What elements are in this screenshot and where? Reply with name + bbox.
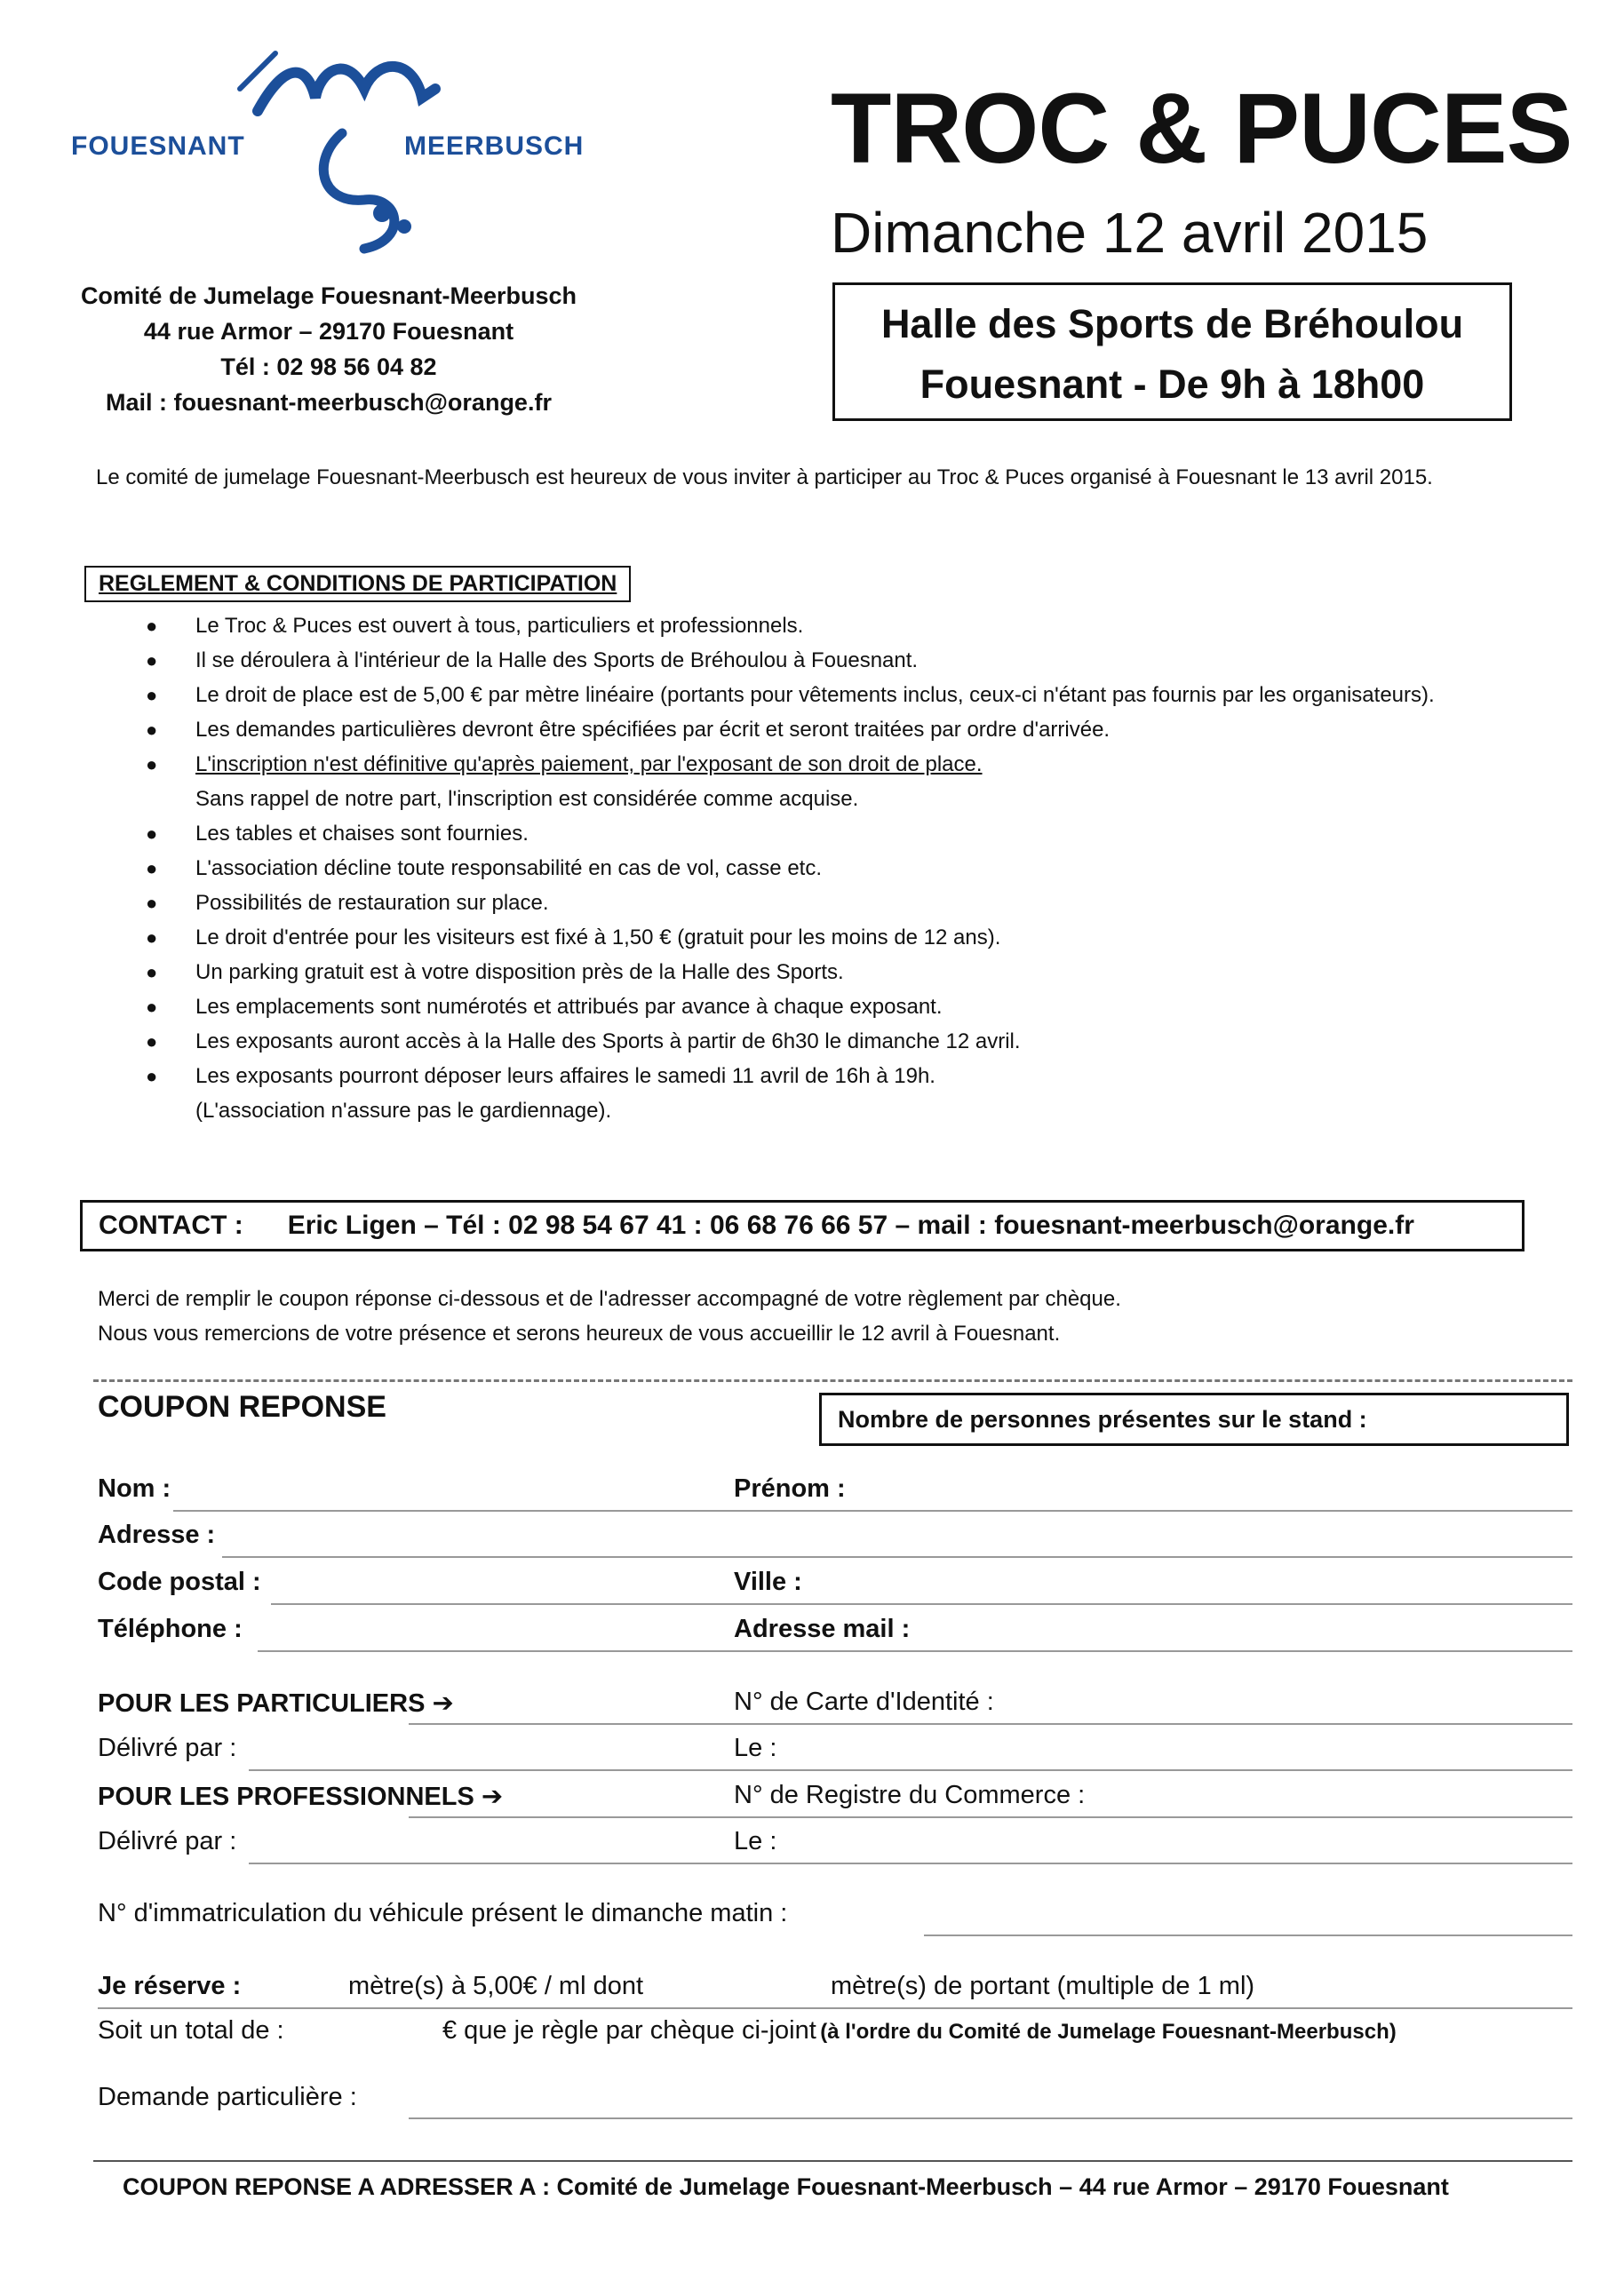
code-postal-field[interactable] bbox=[271, 1603, 1572, 1605]
delivre-par-2-label: Délivré par : bbox=[98, 1827, 237, 1855]
footer-divider bbox=[93, 2160, 1572, 2162]
coupon-title: COUPON REPONSE bbox=[98, 1390, 386, 1424]
le-1-label: Le : bbox=[734, 1734, 777, 1762]
adresse-field[interactable] bbox=[222, 1556, 1572, 1558]
page-title: TROC & PUCES bbox=[831, 73, 1572, 184]
reserve-field[interactable] bbox=[98, 2007, 1572, 2009]
merci-line-1: Merci de remplir le coupon réponse ci-dessous et de l'adresser accompagné de votre règlement par chèque. bbox=[98, 1287, 1121, 1311]
jumelage-logo bbox=[62, 36, 613, 258]
cut-line bbox=[93, 1379, 1572, 1382]
carte-identite-field[interactable] bbox=[409, 1723, 1572, 1725]
carte-identite-label: N° de Carte d'Identité : bbox=[734, 1688, 994, 1716]
list-item: ● Les exposants pourront déposer leurs affaires le samedi 11 avril de 16h à 19h. bbox=[146, 1064, 935, 1088]
demande-label: Demande particulière : bbox=[98, 2083, 357, 2111]
arrow-right-icon: ➔ bbox=[481, 1783, 504, 1811]
prenom-label: Prénom : bbox=[734, 1474, 846, 1503]
delivre-par-1-field[interactable] bbox=[249, 1769, 1572, 1771]
delivre-par-1-label: Délivré par : bbox=[98, 1734, 237, 1762]
registre-commerce-field[interactable] bbox=[409, 1816, 1572, 1818]
logo-text-right: MEERBUSCH bbox=[404, 131, 585, 161]
list-item: ● L'association décline toute responsabilité en cas de vol, casse etc. bbox=[146, 856, 822, 880]
list-item: ● Les exposants auront accès à la Halle des Sports à partir de 6h30 le dimanche 12 avril. bbox=[146, 1029, 1021, 1053]
org-phone: Tél : 02 98 56 04 82 bbox=[220, 354, 437, 380]
delivre-par-2-field[interactable] bbox=[249, 1863, 1572, 1864]
list-item: Sans rappel de notre part, l'inscription est considérée comme acquise. bbox=[195, 787, 859, 811]
venue-line-1: Halle des Sports de Bréhoulou bbox=[880, 301, 1464, 346]
list-item: ● L'inscription n'est définitive qu'après paiement, par l'exposant de son droit de place. bbox=[146, 752, 983, 776]
le-2-label: Le : bbox=[734, 1827, 777, 1855]
list-item: ● Il se déroulera à l'intérieur de la Halle des Sports de Bréhoulou à Fouesnant. bbox=[146, 648, 919, 672]
list-item: (L'association n'assure pas le gardiennage). bbox=[195, 1099, 612, 1123]
org-name: Comité de Jumelage Fouesnant-Meerbusch bbox=[80, 282, 577, 309]
nom-label: Nom : bbox=[98, 1474, 171, 1503]
list-item: ● Les emplacements sont numérotés et attribués par avance à chaque exposant. bbox=[146, 995, 943, 1019]
code-postal-label: Code postal : bbox=[98, 1568, 261, 1596]
telephone-field[interactable] bbox=[258, 1650, 1572, 1652]
total-label: Soit un total de : bbox=[98, 2016, 284, 2045]
merci-line-2: Nous vous remercions de votre présence et serons heureux de vous accueillir le 12 avril à Fouesnant. bbox=[98, 1322, 1061, 1346]
event-date: Dimanche 12 avril 2015 bbox=[831, 201, 1429, 265]
list-item: ● Le Troc & Puces est ouvert à tous, particuliers et professionnels. bbox=[146, 614, 804, 638]
contact-label: CONTACT : bbox=[99, 1211, 243, 1240]
list-item: ● Un parking gratuit est à votre disposition près de la Halle des Sports. bbox=[146, 960, 844, 984]
nom-field[interactable] bbox=[173, 1510, 1572, 1512]
org-address: 44 rue Armor – 29170 Fouesnant bbox=[143, 318, 514, 345]
persons-field[interactable]: Nombre de personnes présentes sur le stand : bbox=[819, 1393, 1569, 1446]
rules-heading: REGLEMENT & CONDITIONS DE PARTICIPATION bbox=[84, 566, 631, 602]
org-mail: Mail : fouesnant-meerbusch@orange.fr bbox=[106, 389, 552, 416]
rules-list bbox=[133, 608, 1510, 1128]
adresse-label: Adresse : bbox=[98, 1521, 216, 1549]
arrow-right-icon: ➔ bbox=[432, 1689, 454, 1718]
mail-label: Adresse mail : bbox=[734, 1615, 911, 1643]
reserve-label: Je réserve : bbox=[98, 1972, 242, 2000]
intro-text: Le comité de jumelage Fouesnant-Meerbusch est heureux de vous inviter à participer au Troc & Puces organisé à Fouesnant le 13 avril 2015. bbox=[96, 465, 1433, 489]
list-item: ● Le droit de place est de 5,00 € par mètre linéaire (portants pour vêtements inclus, ceux-ci n'étant pas fournis par les organisateurs). bbox=[146, 683, 1435, 707]
professionnels-label: POUR LES PROFESSIONNELS ➔ bbox=[98, 1783, 504, 1811]
reserve-metres-text: mètre(s) à 5,00€ / ml dont bbox=[348, 1972, 644, 2000]
logo-text-left: FOUESNANT bbox=[71, 131, 245, 161]
list-item: ● Le droit d'entrée pour les visiteurs est fixé à 1,50 € (gratuit pour les moins de 12 ans). bbox=[146, 926, 1001, 949]
list-item: ● Les tables et chaises sont fournies. bbox=[146, 822, 529, 846]
contact-details: Eric Ligen – Tél : 02 98 54 67 41 : 06 68 76 66 57 – mail : fouesnant-meerbusch@orange.fr bbox=[287, 1211, 1414, 1240]
footer-address: COUPON REPONSE A ADRESSER A : Comité de Jumelage Fouesnant-Meerbusch – 44 rue Armor – 29170 Fouesnant bbox=[123, 2173, 1449, 2200]
total-text: € que je règle par chèque ci-joint (à l'ordre du Comité de Jumelage Fouesnant-Meerbusch) bbox=[442, 2016, 1397, 2045]
immatriculation-field[interactable] bbox=[924, 1935, 1572, 1936]
registre-commerce-label: N° de Registre du Commerce : bbox=[734, 1781, 1086, 1809]
demande-field[interactable] bbox=[409, 2117, 1572, 2119]
ville-label: Ville : bbox=[734, 1568, 802, 1596]
telephone-label: Téléphone : bbox=[98, 1615, 243, 1643]
reserve-portant-text: mètre(s) de portant (multiple de 1 ml) bbox=[831, 1972, 1255, 2000]
list-item: ● Possibilités de restauration sur place. bbox=[146, 891, 549, 915]
list-item: ● Les demandes particulières devront être spécifiées par écrit et seront traitées par ordre d'arrivée. bbox=[146, 718, 1111, 742]
venue-box bbox=[832, 282, 1512, 421]
merci-text bbox=[98, 1282, 1519, 1351]
immatriculation-label: N° d'immatriculation du véhicule présent le dimanche matin : bbox=[98, 1899, 788, 1927]
venue-line-2: Fouesnant - De 9h à 18h00 bbox=[919, 361, 1425, 407]
particuliers-label: POUR LES PARTICULIERS ➔ bbox=[98, 1689, 454, 1718]
contact-box bbox=[80, 1200, 1524, 1251]
total-order-text: (à l'ordre du Comité de Jumelage Fouesnant-Meerbusch) bbox=[820, 2020, 1397, 2044]
